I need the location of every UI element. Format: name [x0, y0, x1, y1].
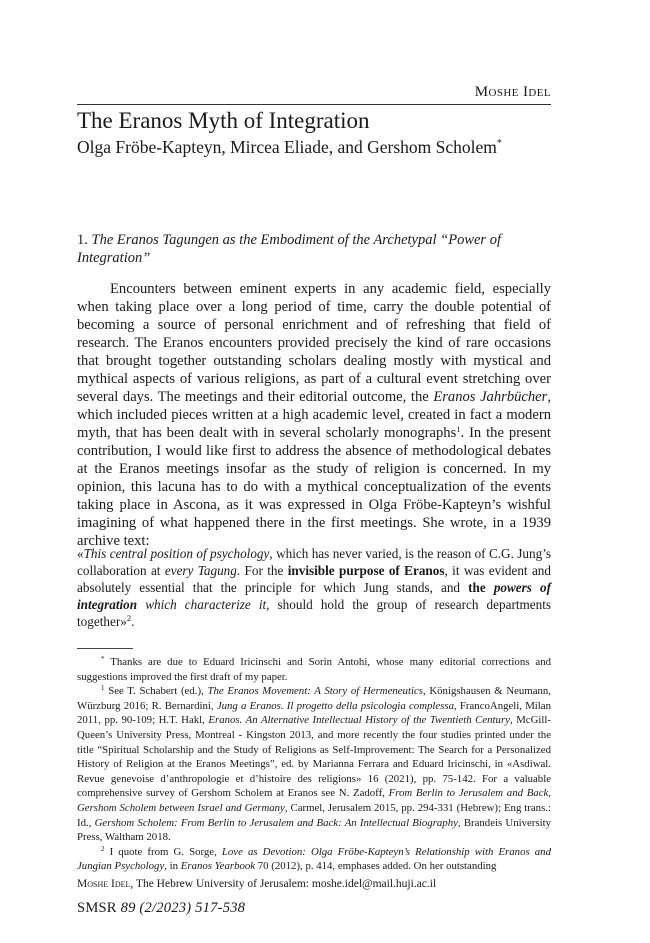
body-paragraph — [77, 280, 551, 550]
footnote-italic: Love as Devotion: Olga Fröbe-Kapteyn’s Relationship with Eranos and Jungian Psychology — [77, 845, 551, 873]
footnote-italic: From Berlin to Jerusalem and Back, Gershom Scholem between Israel and Germany — [77, 787, 551, 814]
quote-bold: invisible purpose of Eranos — [287, 563, 445, 578]
footnote-italic: Eranos Yearbook — [180, 860, 256, 873]
footnote-marker: 1 — [101, 684, 105, 693]
footnote-text: , Königshausen & Neumann, Würzburg 2016; R. Bernardini, — [77, 685, 551, 712]
article-subtitle — [77, 136, 502, 158]
footnote-text: See T. Schabert (ed.), — [104, 685, 208, 698]
footnote-1 — [77, 684, 551, 845]
footnote-italic: Jung a Eranos. Il progetto della psicologia complessa — [216, 699, 454, 712]
quote-mark: « — [77, 546, 84, 561]
footer-author-name: Moshe Idel — [77, 878, 131, 890]
section-heading — [77, 231, 551, 267]
footnote-italic: Eranos. An Alternative Intellectual History of the Twentieth Century — [208, 714, 510, 727]
footer-affiliation: , The Hebrew University of Jerusalem: moshe.idel@mail.huji.ac.il — [130, 878, 437, 890]
footnote-text: , McGill-Queen’s University Press, Montreal - Kingston 2013, and more recently the four studies printed under the title “Spiritual Scholarship and the Study of Religions as Self-Improvement: The Search for a Personalized History of Religion at the Eranos Meetings”, ed. by Marianna Ferrara and Eduard Iricinschi, in «Asdiwal. Revue genevoise d’anthropologie et d’histoire des religions» 16 (2021), pp. 75-142. For a valuable comprehensive survey of Gershom Scholem at Eranos see N. Zadoff, — [77, 714, 551, 800]
footnotes — [77, 655, 551, 874]
section-title: The Eranos Tagungen as the Embodiment of the Archetypal “Power of Integration” — [77, 232, 501, 266]
subtitle-text: Olga Fröbe-Kapteyn, Mircea Eliade, and Gershom Scholem — [77, 137, 497, 157]
footnote-ref-2[interactable]: 2 — [126, 613, 132, 623]
quote-text: , which has never varied, is the reason of C.G. Jung’s collaboration at — [77, 546, 551, 578]
footnote-text: 70 (2012), p. 414, emphases added. On her outstanding — [255, 860, 497, 873]
subtitle-note-marker[interactable]: * — [496, 138, 502, 149]
section-number: 1. — [77, 232, 92, 248]
footnote-text: , in — [164, 860, 181, 873]
article-title: The Eranos Myth of Integration — [77, 108, 370, 133]
block-quote — [77, 545, 551, 630]
footnote-star — [77, 655, 551, 684]
quote-italic: This central position of psychology — [83, 546, 270, 561]
body-text-run: , which included pieces written at a high academic level, created in fact a modern myth, that has been dealt with in several scholarly monographs — [77, 389, 551, 441]
footnote-italic: The Eranos Movement: A Story of Hermeneutics — [207, 685, 423, 698]
footnote-2 — [77, 845, 551, 874]
author-footer — [77, 878, 436, 890]
journal-volume: 89 (2/2023) 517-538 — [120, 900, 246, 916]
footnote-italic: Gershom Scholem: From Berlin to Jerusalem and Back: An Intellectual Biography — [94, 816, 458, 829]
footnote-text: , Brandeis University Press, Waltham 2018. — [77, 816, 551, 844]
quote-bold: the — [468, 580, 486, 595]
quote-italic: which characterize it — [145, 597, 267, 612]
quote-text: . — [131, 614, 135, 629]
quote-text: , it was evident and absolutely essential that the principle for which Jung stands, and — [77, 563, 551, 595]
footnote-text: , FrancoAngeli, Milan 2011, pp. 90-109; H.T. Hakl, — [77, 699, 551, 727]
body-italic-title: Eranos Jahrbücher — [433, 389, 548, 405]
running-head-author: Moshe Idel — [474, 84, 551, 100]
header-rule — [77, 104, 551, 105]
footnote-text: I quote from G. Sorge, — [104, 845, 222, 858]
footnote-ref-1[interactable]: 1 — [456, 424, 461, 434]
quote-italic: every Tagung — [164, 563, 237, 578]
body-text-run: . In the present contribution, I would like first to address the absence of methodological debates at the Eranos meetings insofar as the study of religion is concerned. In my opinion, this lacuna has to do with a mythical conceptualization of the events taking place in Ascona, as it was expressed in Olga Fröbe-Kapteyn’s wishful imagining of what happened there in the first meetings. She wrote, in a 1939 archive text: — [77, 425, 551, 549]
body-text-run: Encounters between eminent experts in any academic field, especially when taking place over a long period of time, carry the double potential of becoming a source of personal enrichment and of refreshing that field of research. The Eranos encounters provided precisely the kind of rare occasions that brought together outstanding scholars dealing mostly with mystical and mythical aspects of various religions, as part of a cultural event stretching over several days. The meetings and their editorial outcome, the — [77, 281, 551, 405]
footnote-text: , Carmel, Jerusalem 2015, pp. 294-331 (Hebrew); Eng trans.: Id., — [77, 801, 551, 829]
footnote-marker: 2 — [101, 844, 105, 853]
footnote-rule — [77, 648, 133, 649]
quote-bold-italic: powers of integration — [77, 580, 551, 612]
quote-text: , should hold the group of research departments together» — [77, 597, 552, 629]
footnote-text: Thanks are due to Eduard Iricinschi and Sorin Antohi, whose many editorial corrections and suggestions improved the first draft of my paper. — [77, 656, 551, 683]
quote-text: . For the — [236, 563, 288, 578]
journal-footer — [77, 900, 245, 917]
footnote-marker: * — [101, 655, 105, 663]
journal-name: SMSR — [77, 900, 121, 916]
